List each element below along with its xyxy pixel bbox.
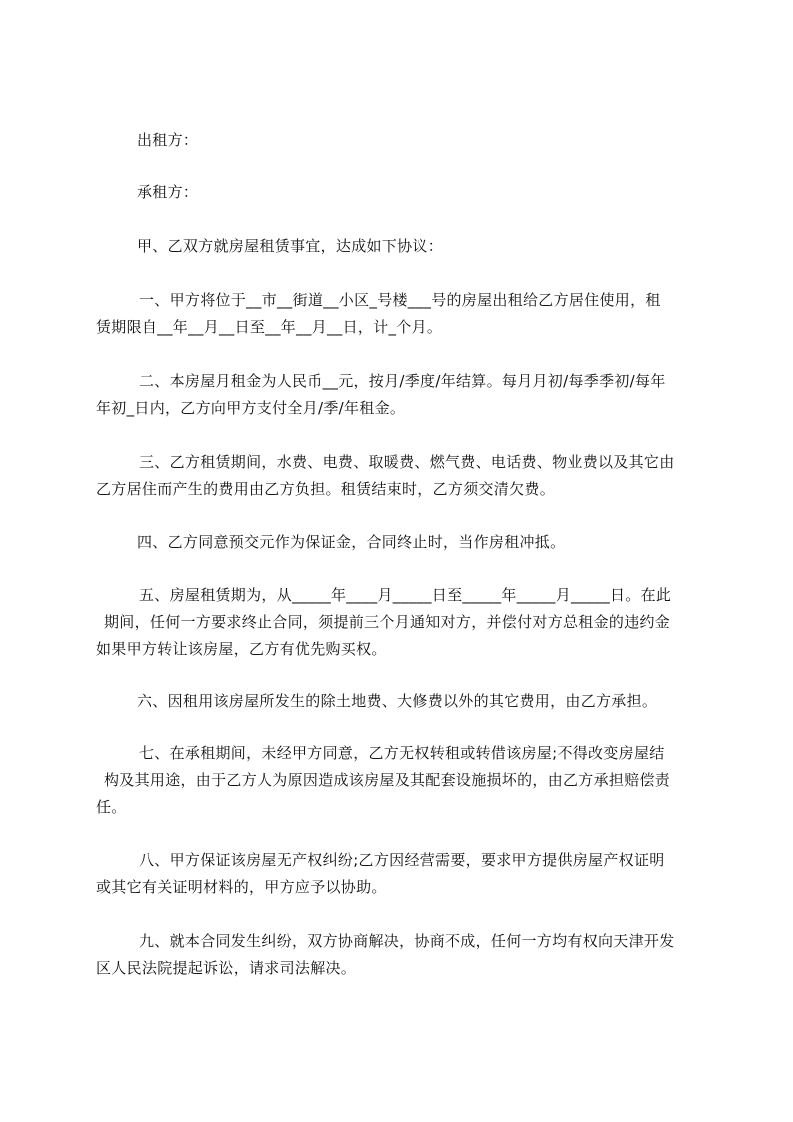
lessee-label: 承租方： — [137, 183, 199, 201]
clause-3 — [96, 449, 704, 503]
lessor-label: 出租方： — [137, 131, 199, 149]
clause-line: 赁期限自__年__月__日至__年__月__日，计_个月。 — [96, 318, 443, 336]
clause-2 — [96, 368, 704, 422]
clause-line: 九、就本合同发生纠纷，双方协商解决，协商不成，任何一方均有权向天津开发 — [139, 932, 675, 950]
clause-line: 年初_日内，乙方向甲方支付全月/季/年租金。 — [96, 399, 406, 417]
clause-line: 或其它有关证明材料的，甲方应予以协助。 — [96, 878, 387, 896]
clause-line: 构及其用途，由于乙方人为原因造成该房屋及其配套设施损坏的，由乙方承担赔偿责 — [104, 771, 671, 789]
clause-line: 四、乙方同意预交元作为保证金，合同终止时，当作房租冲抵。 — [137, 533, 566, 551]
clause-line: 八、甲方保证该房屋无产权纠纷;乙方因经营需要，要求甲方提供房屋产权证明 — [139, 851, 665, 869]
clause-line: 六、因租用该房屋所发生的除土地费、大修费以外的其它费用，由乙方承担。 — [137, 692, 658, 710]
clause-line: 七、在承租期间，未经甲方同意，乙方无权转租或转借该房屋;不得改变房屋结 — [139, 744, 665, 762]
clause-line: 一、甲方将位于__市__街道__小区_号楼___号的房屋出租给乙方居住使用，租 — [139, 291, 661, 309]
intro-paragraph: 甲、乙双方就房屋租赁事宜，达成如下协议： — [137, 237, 444, 255]
clause-line: 区人民法院提起诉讼，请求司法解决。 — [96, 959, 357, 977]
clause-6 — [137, 688, 702, 715]
clause-7 — [96, 740, 704, 821]
clause-line: 二、本房屋月租金为人民币__元，按月/季度/年结算。每月月初/每季季初/每年 — [139, 372, 666, 390]
clause-8 — [96, 847, 704, 901]
clause-line: 如果甲方转让该房屋，乙方有优先购买权。 — [96, 640, 387, 658]
clause-4 — [137, 529, 702, 556]
clause-1 — [96, 287, 704, 341]
clause-9 — [96, 928, 704, 982]
clause-line: 任。 — [96, 798, 127, 816]
clause-5 — [96, 582, 704, 663]
clause-line: 期间，任何一方要求终止合同，须提前三个月通知对方，并偿付对方总租金的违约金 — [104, 613, 671, 631]
clause-line: 三、乙方租赁期间，水费、电费、取暖费、燃气费、电话费、物业费以及其它由 — [139, 453, 675, 471]
clause-line: 五、房屋租赁期为，从_____年____月_____日至_____年_____月_____日。在此 — [139, 586, 672, 604]
clause-line: 乙方居住而产生的费用由乙方负担。租赁结束时，乙方须交清欠费。 — [96, 480, 556, 498]
